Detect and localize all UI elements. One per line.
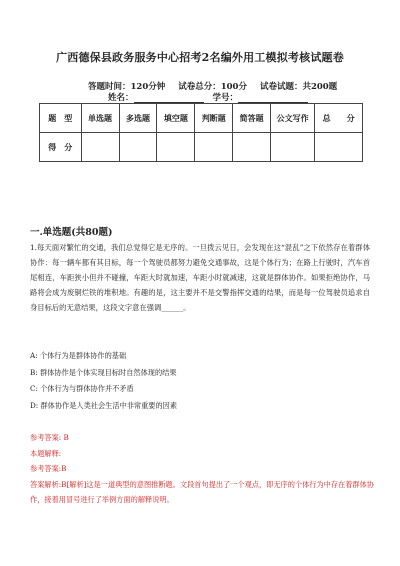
option-d: D: 群体协作是人类社会生活中非常重要的因素: [30, 400, 178, 410]
exam-title: 广西德保县政务服务中心招考2名编外用工模拟考核试题卷: [56, 51, 344, 64]
option-b: B: 群体协作是个体实现目标时自然体现的结果: [30, 367, 177, 377]
score-cell: [195, 133, 233, 162]
header-cell: 填空题: [157, 104, 195, 133]
student-info-line: [108, 91, 308, 103]
score-cell: [315, 133, 363, 162]
options-list: [30, 348, 177, 414]
time-label: 答题时间：120分钟: [88, 82, 166, 92]
id-blank: [238, 94, 308, 103]
name-label: 姓名：: [108, 93, 134, 103]
header-cell: 简答题: [233, 104, 271, 133]
explanation-label: 本题解释:: [30, 448, 62, 458]
answer-block: [30, 430, 375, 508]
id-label: 学号：: [212, 93, 238, 103]
reference-answer-2: 参考答案:B: [30, 464, 67, 473]
answer-explanation: 答案解析:B[解析]这是一道典型的意图推断题。文段首句提出了一个观点，即无序的个体行为中存在着群体协作，接着用冒号进行了举例方面的解释说明。: [30, 479, 374, 504]
option-c: C: 个体行为与群体协作并不矛盾: [30, 384, 134, 393]
score-table: [39, 103, 363, 162]
question-count-label: 试卷试题：共200题: [259, 82, 338, 92]
reference-answer: 参考答案: B: [30, 433, 69, 442]
header-cell: 总 分: [315, 104, 363, 133]
section-title: 一.单选题(共80题): [30, 227, 113, 238]
score-table-score-row: [40, 133, 363, 162]
score-cell: [271, 133, 315, 162]
score-cell: [157, 133, 195, 162]
total-score-label: 试卷总分：100分: [178, 82, 247, 92]
header-cell: 题 型: [40, 104, 82, 133]
score-cell: [233, 133, 271, 162]
question-text: 1.每天面对繁忙的交通，我们总觉得它是无序的。一旦拨云见日，会发现在这“混乱”之下依然存在着群体协作：每一辆车都有其目标，每一个驾驶员都努力避免交通事故，这是个体行为；在路上行驶时，汽车首尾相连，车距狭小但并不碰撞，车距大时就加速，车距小时就减速，这就是群体协作。如果拒绝协作，马路将会成为废铜烂铁的堆积地。有趣的是，这主要并不是交警指挥交通的结果，而是每一位驾驶员追求自身目标后的无意结果，这段文字意在强调______。: [30, 243, 370, 312]
score-table-header-row: [40, 104, 363, 133]
header-cell: 多选题: [119, 104, 157, 133]
name-blank: [134, 94, 204, 103]
score-cell: [81, 133, 119, 162]
score-cell: [119, 133, 157, 162]
header-cell: 公文写作: [271, 104, 315, 133]
header-cell: 判断题: [195, 104, 233, 133]
header-cell: 单选题: [81, 104, 119, 133]
score-row-label: 得 分: [40, 133, 82, 162]
option-a: A: 个体行为是群体协作的基础: [30, 351, 127, 360]
